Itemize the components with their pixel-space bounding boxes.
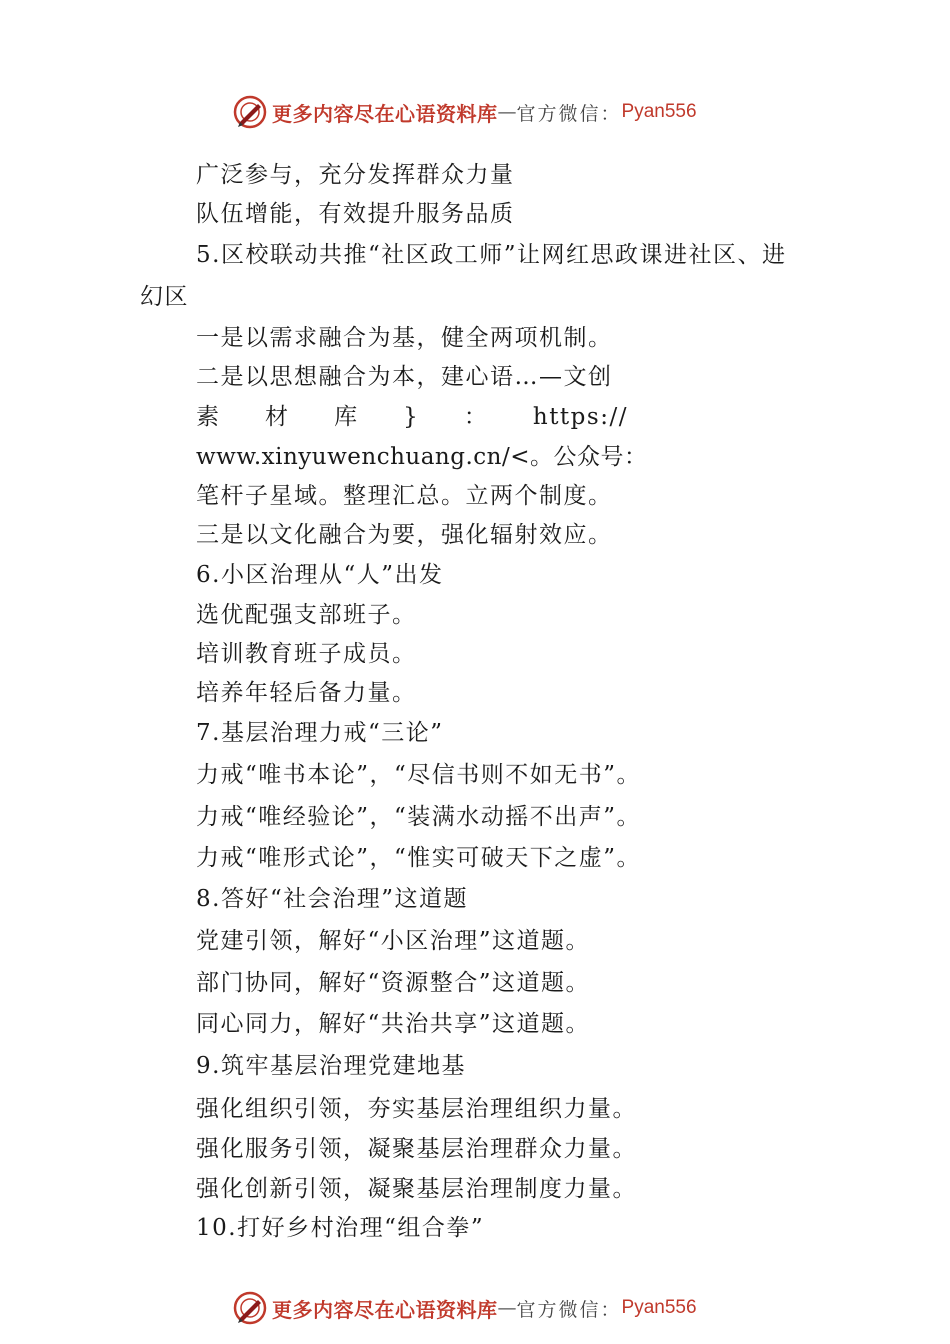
- header-wechat-label: 官方微信：: [516, 102, 622, 125]
- body-line: 强化创新引领，凝聚基层治理制度力量。: [196, 1176, 637, 1202]
- body-line: 一是以需求融合为基，健全两项机制。: [196, 325, 613, 351]
- section-heading: 10.打好乡村治理“组合拳”: [196, 1215, 485, 1241]
- spread-token: 材: [265, 404, 290, 430]
- spread-line: [196, 402, 628, 432]
- body-line: 培训教育班子成员。: [196, 641, 417, 667]
- footer-brand: 更多内容尽在心语资料库: [272, 1297, 498, 1322]
- body-line: 力戒“唯经验论”，“装满水动摇不出声”。: [196, 804, 642, 830]
- body-line: 队伍增能，有效提升服务品质: [196, 201, 515, 227]
- body-line: 二是以思想融合为本，建心语…—文创: [196, 364, 613, 390]
- footer-watermark: [232, 1290, 697, 1326]
- section-heading: 8.答好“社会治理”这道题: [196, 886, 468, 912]
- header-dash: —: [497, 101, 517, 123]
- spread-token: 素: [196, 404, 221, 430]
- body-line: 同心同力，解好“共治共享”这道题。: [196, 1011, 591, 1037]
- body-line: 幻区: [140, 284, 189, 310]
- header-brand: 更多内容尽在心语资料库: [272, 101, 498, 126]
- footer-dash: —: [497, 1297, 517, 1319]
- body-line: www.xinyuwenchuang.cn/<。公众号：: [196, 444, 648, 470]
- footer-wechat-id: Pyan556: [621, 1297, 697, 1318]
- spread-token: https://: [532, 404, 628, 430]
- section-heading: 6.小区治理从“人”出发: [196, 562, 444, 588]
- body-line: 部门协同，解好“资源整合”这道题。: [196, 970, 591, 996]
- section-heading: 7.基层治理力戒“三论”: [196, 720, 444, 746]
- section-heading: 5.区校联动共推“社区政工师”让网红思政课进社区、进: [196, 242, 787, 268]
- footer-wechat-label: 官方微信：: [516, 1298, 622, 1321]
- body-line: 力戒“唯书本论”，“尽信书则不如无书”。: [196, 762, 642, 788]
- body-line: 党建引领，解好“小区治理”这道题。: [196, 928, 591, 954]
- body-line: 三是以文化融合为要，强化辐射效应。: [196, 522, 613, 548]
- body-line: 强化组织引领，夯实基层治理组织力量。: [196, 1096, 637, 1122]
- section-heading: 9.筑牢基层治理党建地基: [196, 1053, 466, 1079]
- header-wechat-id: Pyan556: [621, 101, 697, 122]
- pen-logo-icon: [232, 94, 268, 130]
- body-line: 力戒“唯形式论”，“惟实可破天下之虚”。: [196, 845, 642, 871]
- spread-token: ：: [463, 404, 489, 430]
- body-line: 广泛参与，充分发挥群众力量: [196, 162, 515, 188]
- pen-logo-icon: [232, 1290, 268, 1326]
- body-line: 选优配强支部班子。: [196, 602, 417, 628]
- spread-token: 库: [334, 404, 359, 430]
- spread-token: }: [403, 404, 420, 430]
- body-line: 强化服务引领，凝聚基层治理群众力量。: [196, 1136, 637, 1162]
- body-line: 笔杆子星域。整理汇总。立两个制度。: [196, 483, 613, 509]
- body-line: 培养年轻后备力量。: [196, 680, 417, 706]
- header-watermark: [232, 94, 697, 130]
